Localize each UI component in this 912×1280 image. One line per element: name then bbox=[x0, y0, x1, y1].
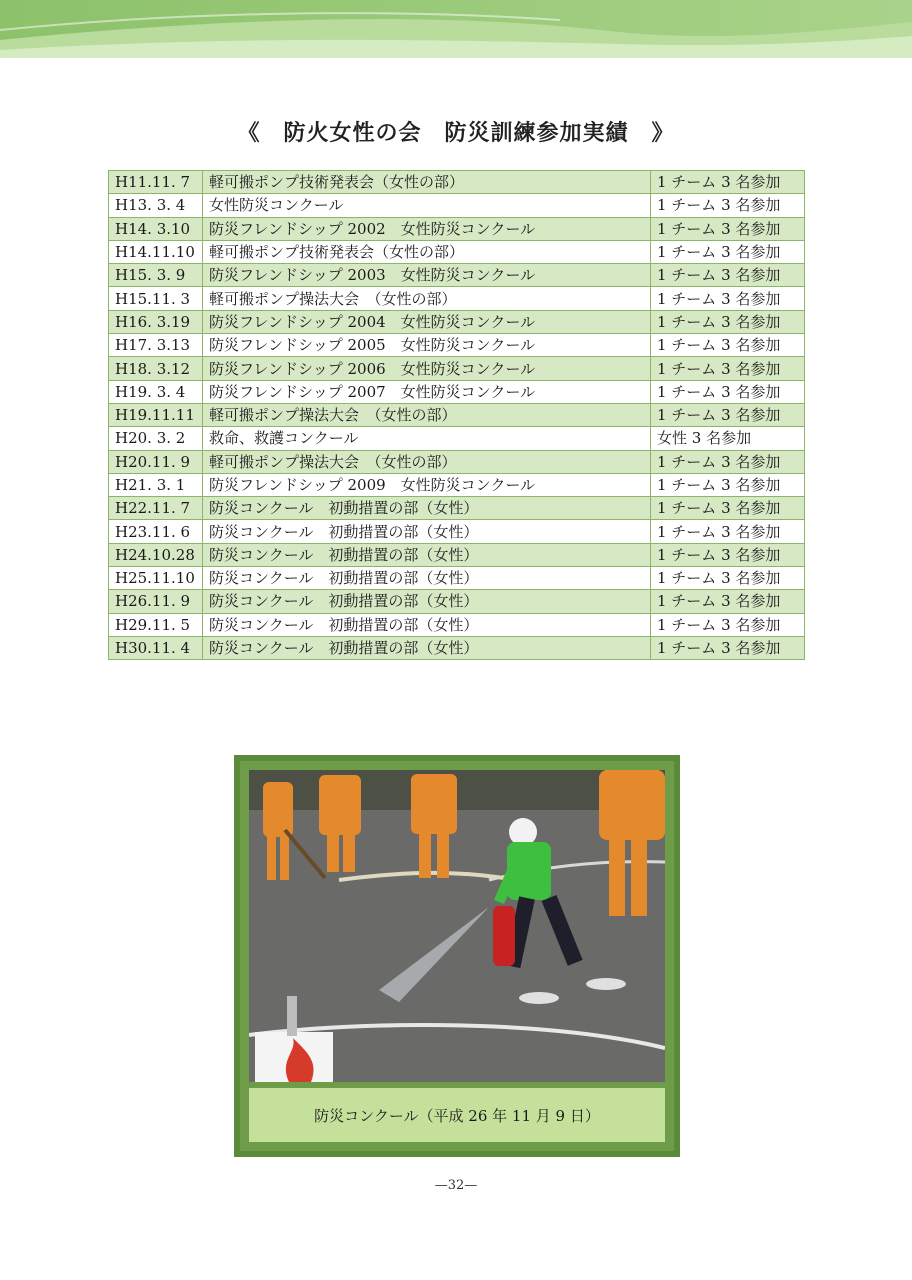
table-row bbox=[109, 240, 805, 263]
record-date: H25.11.10 bbox=[109, 567, 203, 590]
record-result: 1 チーム 3 名参加 bbox=[651, 194, 805, 217]
record-result: 1 チーム 3 名参加 bbox=[651, 567, 805, 590]
record-event: 防災フレンドシップ 2004 女性防災コンクール bbox=[203, 310, 651, 333]
record-date: H16. 3.19 bbox=[109, 310, 203, 333]
record-event: 防災コンクール 初動措置の部（女性） bbox=[203, 636, 651, 659]
record-date: H14. 3.10 bbox=[109, 217, 203, 240]
record-date: H21. 3. 1 bbox=[109, 473, 203, 496]
record-result: 1 チーム 3 名参加 bbox=[651, 217, 805, 240]
record-result: 女性 3 名参加 bbox=[651, 427, 805, 450]
record-date: H19.11.11 bbox=[109, 403, 203, 426]
record-date: H14.11.10 bbox=[109, 240, 203, 263]
record-event: 防災コンクール 初動措置の部（女性） bbox=[203, 567, 651, 590]
table-row bbox=[109, 310, 805, 333]
record-result: 1 チーム 3 名参加 bbox=[651, 613, 805, 636]
record-result: 1 チーム 3 名参加 bbox=[651, 543, 805, 566]
record-date: H30.11. 4 bbox=[109, 636, 203, 659]
table-row bbox=[109, 217, 805, 240]
record-event: 防災コンクール 初動措置の部（女性） bbox=[203, 520, 651, 543]
table-row bbox=[109, 473, 805, 496]
record-event: 防災フレンドシップ 2007 女性防災コンクール bbox=[203, 380, 651, 403]
table-row bbox=[109, 380, 805, 403]
record-date: H13. 3. 4 bbox=[109, 194, 203, 217]
record-result: 1 チーム 3 名参加 bbox=[651, 380, 805, 403]
record-result: 1 チーム 3 名参加 bbox=[651, 636, 805, 659]
table-row bbox=[109, 334, 805, 357]
table-row bbox=[109, 287, 805, 310]
record-event: 防災フレンドシップ 2005 女性防災コンクール bbox=[203, 334, 651, 357]
record-result: 1 チーム 3 名参加 bbox=[651, 334, 805, 357]
record-date: H22.11. 7 bbox=[109, 497, 203, 520]
record-event: 女性防災コンクール bbox=[203, 194, 651, 217]
record-date: H26.11. 9 bbox=[109, 590, 203, 613]
record-event: 防災フレンドシップ 2006 女性防災コンクール bbox=[203, 357, 651, 380]
record-event: 救命、救護コンクール bbox=[203, 427, 651, 450]
photo-frame bbox=[234, 755, 680, 1157]
header-decorative-band bbox=[0, 0, 912, 58]
record-date: H19. 3. 4 bbox=[109, 380, 203, 403]
record-result: 1 チーム 3 名参加 bbox=[651, 520, 805, 543]
record-event: 防災コンクール 初動措置の部（女性） bbox=[203, 613, 651, 636]
record-event: 軽可搬ポンプ操法大会 （女性の部） bbox=[203, 450, 651, 473]
table-row bbox=[109, 264, 805, 287]
record-result: 1 チーム 3 名参加 bbox=[651, 497, 805, 520]
table-row bbox=[109, 520, 805, 543]
record-event: 防災フレンドシップ 2002 女性防災コンクール bbox=[203, 217, 651, 240]
record-event: 防災コンクール 初動措置の部（女性） bbox=[203, 497, 651, 520]
record-result: 1 チーム 3 名参加 bbox=[651, 310, 805, 333]
record-date: H15.11. 3 bbox=[109, 287, 203, 310]
record-date: H18. 3.12 bbox=[109, 357, 203, 380]
record-result: 1 チーム 3 名参加 bbox=[651, 450, 805, 473]
event-photo bbox=[249, 770, 665, 1082]
table-row bbox=[109, 403, 805, 426]
record-result: 1 チーム 3 名参加 bbox=[651, 473, 805, 496]
record-result: 1 チーム 3 名参加 bbox=[651, 240, 805, 263]
page-title: 《 防火女性の会 防災訓練参加実績 》 bbox=[237, 120, 675, 146]
record-date: H24.10.28 bbox=[109, 543, 203, 566]
record-event: 軽可搬ポンプ操法大会 （女性の部） bbox=[203, 403, 651, 426]
record-result: 1 チーム 3 名参加 bbox=[651, 590, 805, 613]
record-date: H20. 3. 2 bbox=[109, 427, 203, 450]
table-row bbox=[109, 636, 805, 659]
record-result: 1 チーム 3 名参加 bbox=[651, 403, 805, 426]
table-row bbox=[109, 194, 805, 217]
record-event: 軽可搬ポンプ技術発表会（女性の部） bbox=[203, 171, 651, 194]
record-event: 軽可搬ポンプ技術発表会（女性の部） bbox=[203, 240, 651, 263]
record-date: H15. 3. 9 bbox=[109, 264, 203, 287]
record-date: H17. 3.13 bbox=[109, 334, 203, 357]
record-event: 防災フレンドシップ 2009 女性防災コンクール bbox=[203, 473, 651, 496]
table-row bbox=[109, 613, 805, 636]
participation-records-table bbox=[108, 170, 805, 660]
photo-caption: 防災コンクール（平成 26 年 11 月 9 日） bbox=[249, 1088, 665, 1142]
record-event: 防災フレンドシップ 2003 女性防災コンクール bbox=[203, 264, 651, 287]
record-result: 1 チーム 3 名参加 bbox=[651, 264, 805, 287]
record-event: 軽可搬ポンプ操法大会 （女性の部） bbox=[203, 287, 651, 310]
table-row bbox=[109, 357, 805, 380]
table-row bbox=[109, 543, 805, 566]
record-event: 防災コンクール 初動措置の部（女性） bbox=[203, 590, 651, 613]
page-number: —32— bbox=[434, 1178, 478, 1193]
record-result: 1 チーム 3 名参加 bbox=[651, 171, 805, 194]
record-result: 1 チーム 3 名参加 bbox=[651, 287, 805, 310]
table-row bbox=[109, 590, 805, 613]
record-date: H29.11. 5 bbox=[109, 613, 203, 636]
record-event: 防災コンクール 初動措置の部（女性） bbox=[203, 543, 651, 566]
table-row bbox=[109, 427, 805, 450]
record-date: H23.11. 6 bbox=[109, 520, 203, 543]
table-row bbox=[109, 497, 805, 520]
record-date: H20.11. 9 bbox=[109, 450, 203, 473]
record-date: H11.11. 7 bbox=[109, 171, 203, 194]
record-result: 1 チーム 3 名参加 bbox=[651, 357, 805, 380]
table-row bbox=[109, 450, 805, 473]
table-row bbox=[109, 567, 805, 590]
table-row bbox=[109, 171, 805, 194]
